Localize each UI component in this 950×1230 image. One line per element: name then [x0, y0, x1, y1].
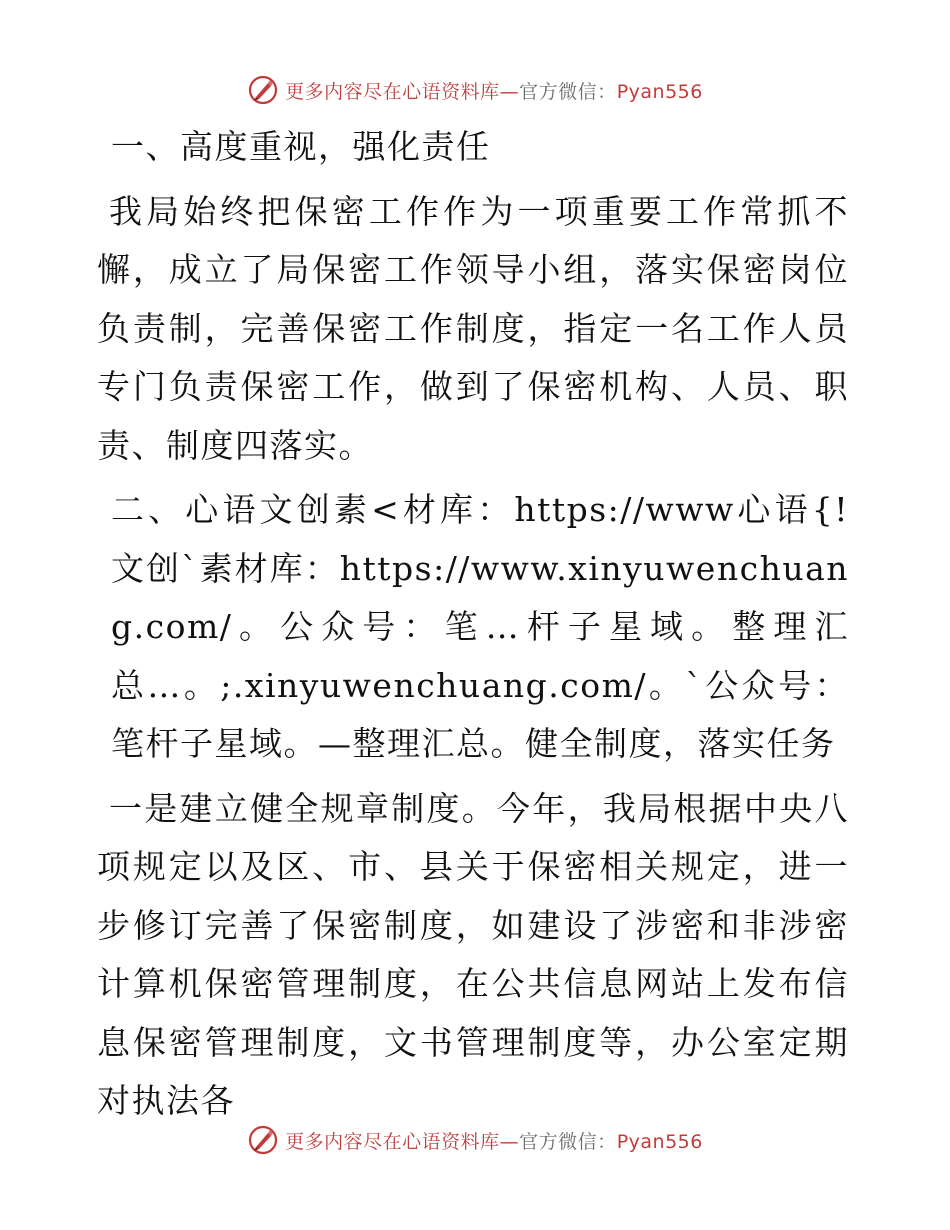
banner-separator: —	[499, 80, 520, 103]
paragraph-2: 一是建立健全规章制度。今年，我局根据中央八项规定以及区、市、县关于保密相关规定，进一步修订完善了保密制度，如建设了涉密和非涉密计算机保密管理制度，在公共信息网站上发布信息保密管理制度，文书管理制度等，办公室定期对执法各	[97, 788, 849, 1120]
banner-sub-text: 官方微信：	[519, 80, 617, 103]
section-heading-1: 一、高度重视，强化责任	[111, 127, 491, 166]
banner-handle: Pyan556	[616, 80, 703, 103]
header-banner	[0, 70, 950, 110]
banner-main-text: 更多内容尽在心语资料库	[285, 80, 500, 103]
banner-separator: —	[499, 1130, 520, 1153]
paragraph-1: 我局始终把保密工作作为一项重要工作常抓不懈，成立了局保密工作领导小组，落实保密岗位负责制，完善保密工作制度，指定一名工作人员专门负责保密工作，做到了保密机构、人员、职责、制度四落实。	[97, 191, 849, 465]
footer-banner	[0, 1120, 950, 1160]
feather-pen-logo-icon	[247, 1124, 279, 1156]
section-heading-2: 二、心语文创素<材库：https://www心语{! 文创`素材库：https://www.xinyuwenchuang.com/。公众号：笔…杆子星域。整理汇总…。;.xinyuwenchuang.com/。`公众号：笔杆子星域。—整理汇总。健全制度，落实任务	[111, 490, 849, 763]
banner-text	[285, 77, 703, 104]
banner-sub-text: 官方微信：	[519, 1130, 617, 1153]
feather-pen-logo-icon	[247, 74, 279, 106]
document-body	[97, 118, 849, 1137]
banner-main-text: 更多内容尽在心语资料库	[285, 1130, 500, 1153]
banner-handle: Pyan556	[616, 1130, 703, 1153]
banner-text	[285, 1127, 703, 1154]
